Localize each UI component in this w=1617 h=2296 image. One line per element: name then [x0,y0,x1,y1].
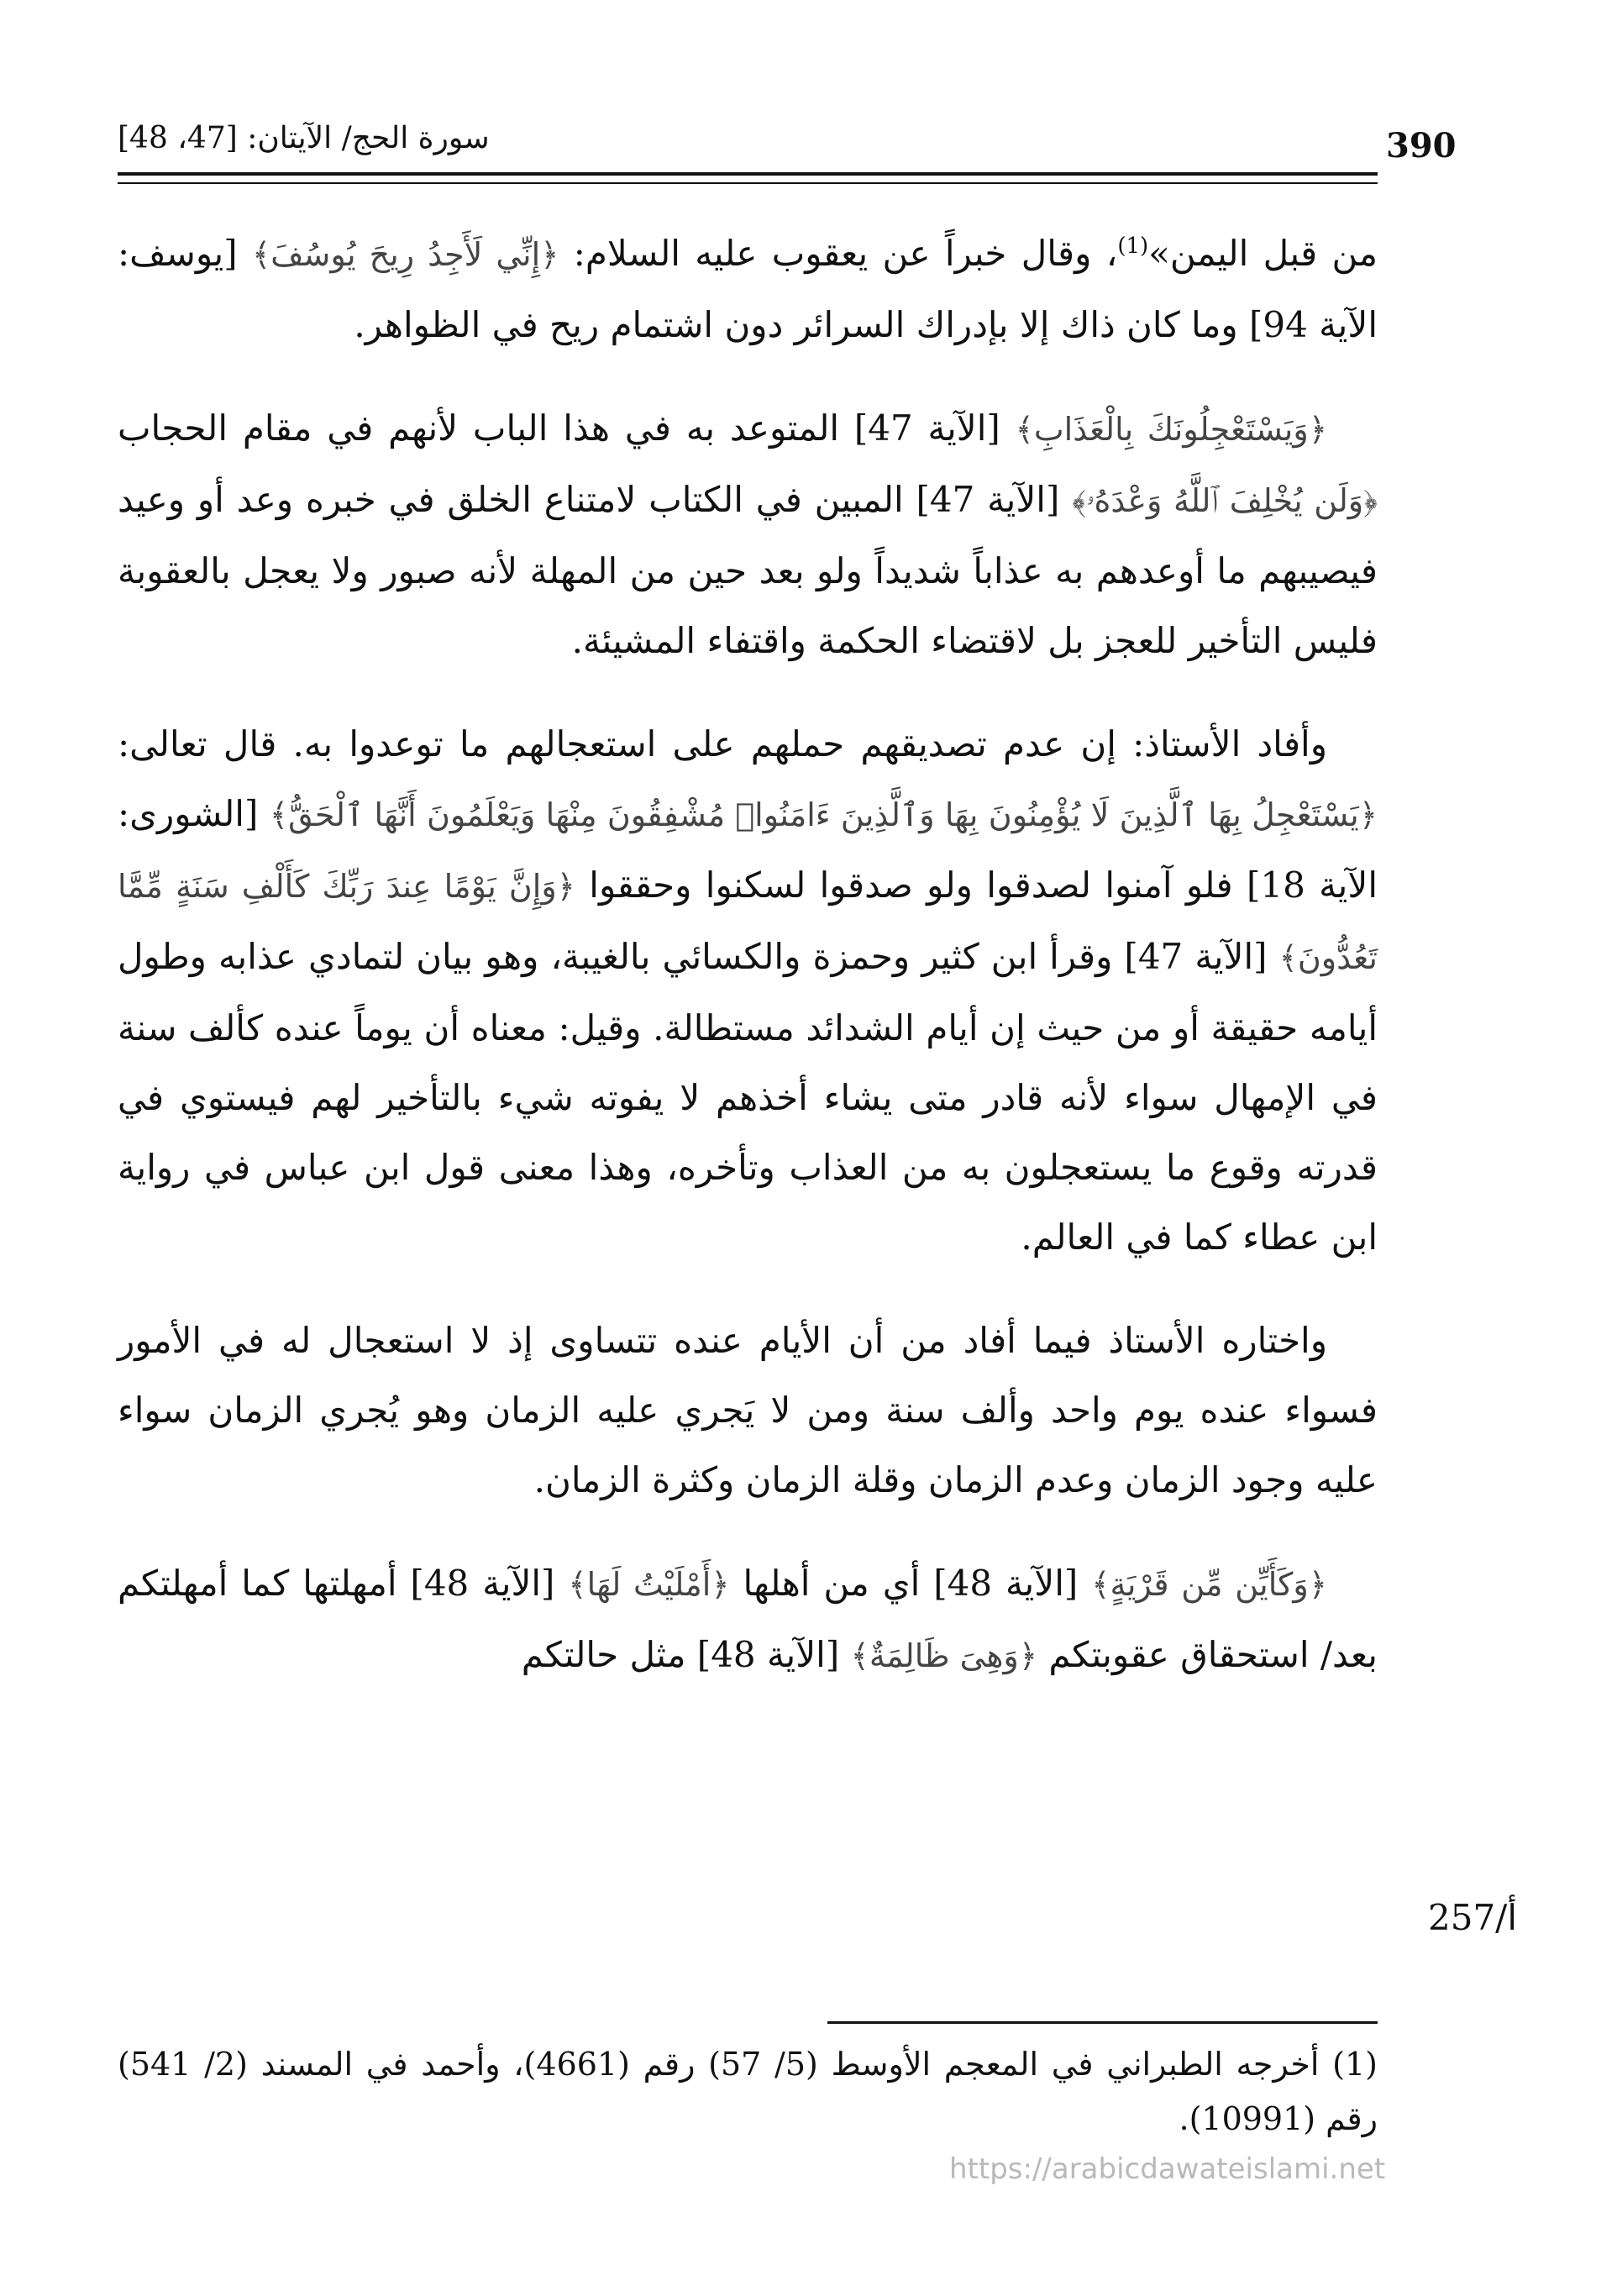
quran-verse: ﴿إِنِّي لَأَجِدُ رِيحَ يُوسُفَ﴾ [251,236,559,273]
watermark-url: https://arabicdawateislami.net [949,2152,1386,2186]
text-segment: [الآية 47] المتوعد به في هذا الباب لأنهم في مقام الحجاب [118,407,1016,449]
quran-verse: ﴿وَلَن يُخْلِفَ ٱللَّهُ وَعْدَهُۥ﴾ [1072,482,1378,519]
text-segment: وأفاد الأستاذ: إن عدم تصديقهم حملهم على استعجالهم ما توعدوا به. قال تعالى: [118,723,1327,764]
quran-verse: ﴿أَمْلَيْتُ لَهَا﴾ [568,1566,730,1603]
header-rule [118,172,1378,176]
page-number: 390 [1386,126,1457,166]
paragraph [118,709,1378,1272]
text-segment: واختاره الأستاذ فيما أفاد من أن الأيام عنده تتساوى إذ لا استعجال له في الأمور فسواء عنده يوم واحد وألف سنة ومن لا يَجري عليه الزمان وهو يُجري الزمان سواء عليه وجود الزمان وعدم الزمان وقلة الزمان وكثرة الزمان. [118,1320,1378,1500]
footnote-ref: (1) [1117,234,1149,259]
text-segment: [الآية 48] أمهلتها كما أمهلتكم بعد/ استحقاق عقوبتكم [118,1563,1378,1675]
text-segment: من قبل اليمن» [1148,233,1378,274]
quran-verse: ﴿وَيَسْتَعْجِلُونَكَ بِالْعَذَابِ﴾ [1015,411,1328,448]
quran-verse: ﴿وَإِنَّ يَوْمًا عِندَ رَبِّكَ كَأَلْفِ سَنَةٍ مِّمَّا تَعُدُّونَ﴾ [118,868,1378,976]
text-segment: [الآية 47] وقرأ ابن كثير وحمزة والكسائي بالغيبة، وهو بيان لتمادي عذابه وطول أيامه حقيقة أو من حيث إن أيام الشدائد مستطالة. وقيل: معناه أن يوماً عنده كألف سنة في الإمهال سواء لأنه قادر متى يشاء أخذهم لا يفوته شيء بالتأخير لهم فيستوي في قدرته وقوع ما يستعجلون به من العذاب وتأخره، وهذا معنى قول ابن عباس في رواية ابن عطاء كما في العالم. [118,936,1378,1258]
paragraph [118,218,1378,360]
text-segment: [يوسف: الآية 94] وما كان ذاك إلا بإدراك السرائر دون اشتمام ريح في الظواهر. [118,233,1378,345]
quran-verse: ﴿وَهِىَ ظَالِمَةٌ﴾ [850,1637,1037,1674]
main-text [118,218,1378,1725]
text-segment: [الشورى: الآية 18] فلو آمنوا لصدقوا ولو صدقوا لسكنوا وحققوا [118,793,1378,906]
paragraph [118,1306,1378,1515]
quran-verse: ﴿وَكَأَيِّن مِّن قَرْيَةٍ﴾ [1091,1566,1327,1603]
page-header [118,118,1457,168]
running-title: سورة الحج/ الآيتان: [47، 48] [118,121,490,155]
header-rule-thin [118,182,1378,184]
margin-folio-note: 257/أ [1428,1897,1517,1938]
footnote: (1) أخرجه الطبراني في المعجم الأوسط (5/ 57) رقم (4661)، وأحمد في المسند (2/ 541) رقم (10991). [118,2046,1378,2137]
footnote-rule [827,2021,1378,2024]
paragraph [118,1548,1378,1691]
paragraph [118,393,1378,675]
text-segment: [الآية 48] مثل حالتكم [521,1634,851,1675]
text-segment: [الآية 48] أي من أهلها [729,1563,1092,1604]
text-segment: ، وقال خبراً عن يعقوب عليه السلام: [559,233,1118,274]
quran-verse: ﴿يَسْتَعْجِلُ بِهَا ٱلَّذِينَ لَا يُؤْمِنُونَ بِهَا وَٱلَّذِينَ ءَامَنُوا۟ مُشْفِقُونَ مِنْهَا وَيَعْلَمُونَ أَنَّهَا ٱلْحَقُّ﴾ [269,796,1378,833]
text-segment: [الآية 47] المبين في الكتاب لامتناع الخلق في خبره وعد أو وعيد فيصيبهم ما أوعدهم به عذاباً شديداً ولو بعد حين من المهلة لأنه صبور ولا يعجل بالعقوبة فليس التأخير للعجز بل لاقتضاء الحكمة واقتفاء المشيئة. [118,479,1378,661]
